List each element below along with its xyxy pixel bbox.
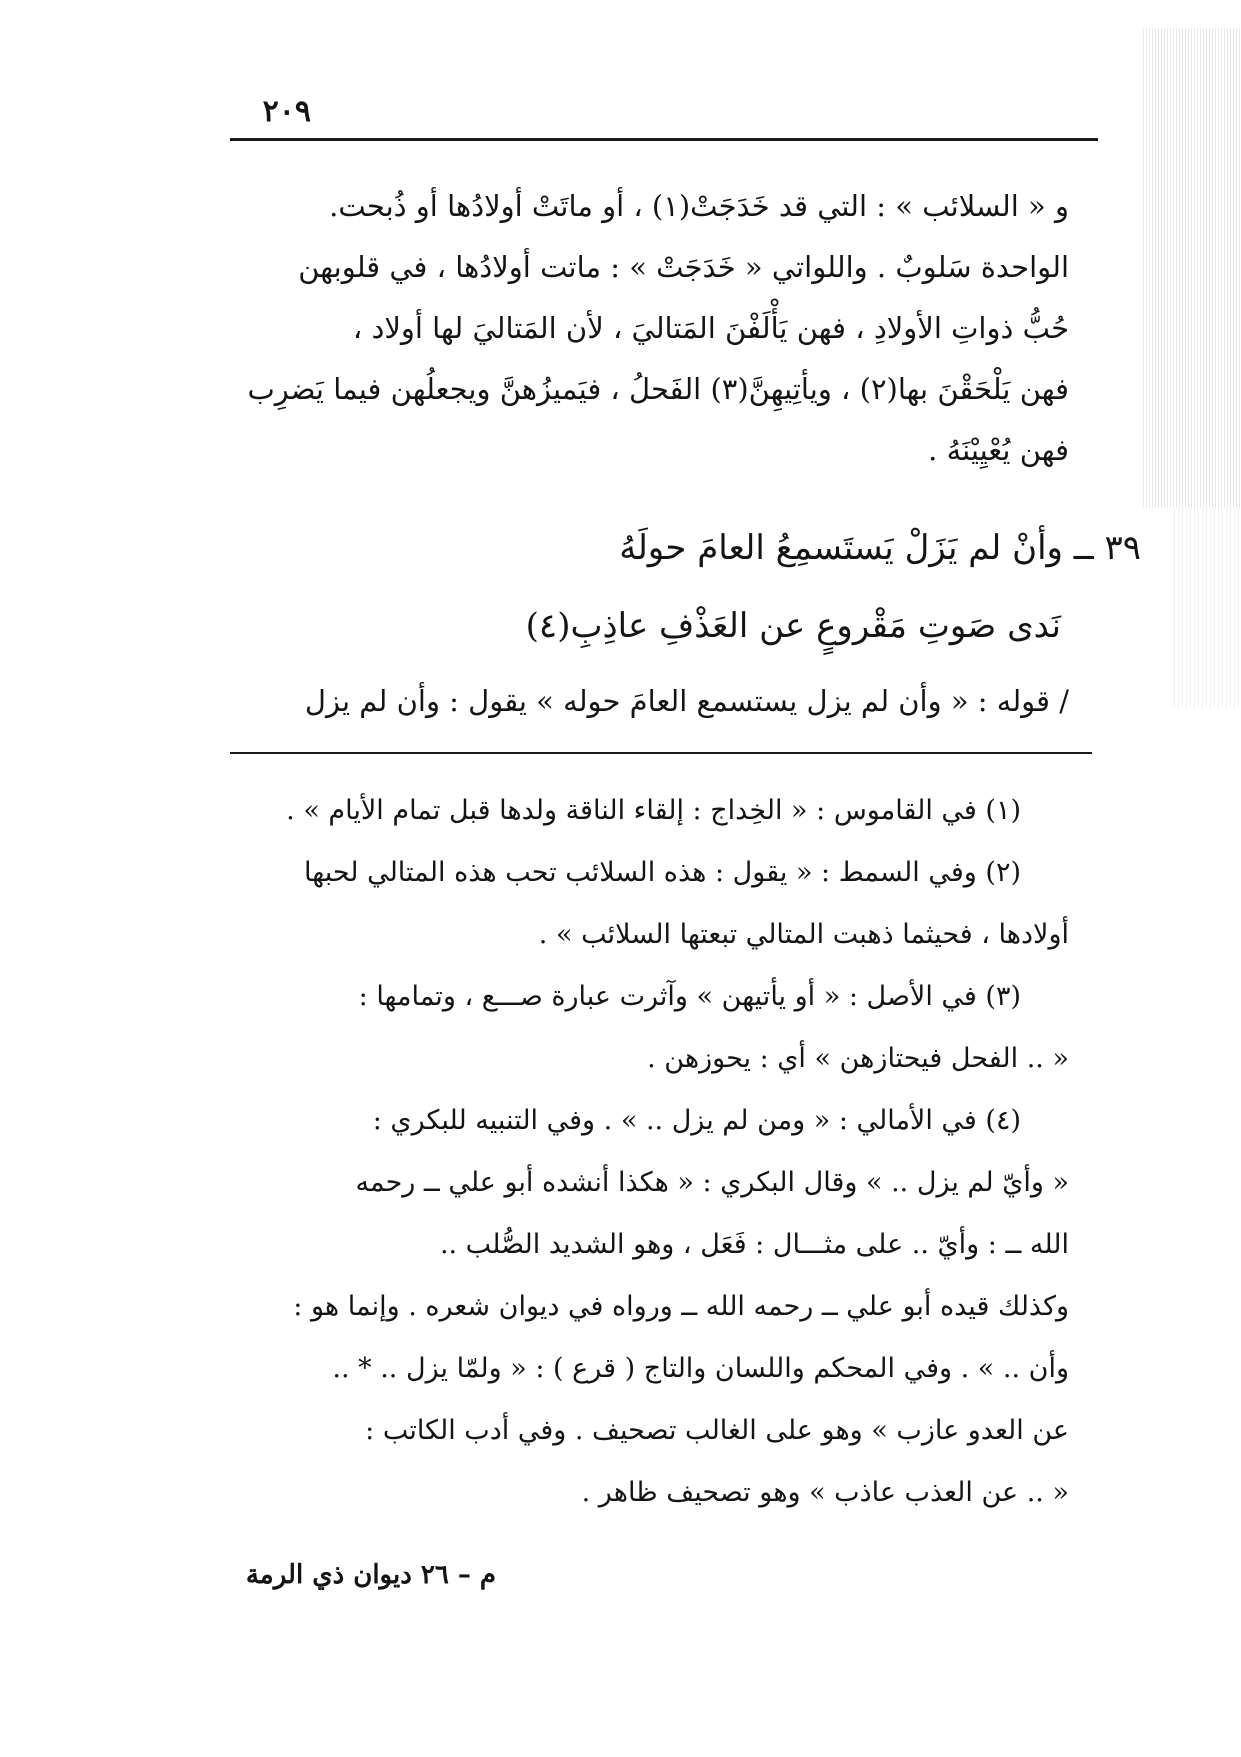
footnote-line: وأن .. » . وفي المحكم واللسان والتاج ( قرع ) : « ولمّا يزل .. * ..	[332, 1353, 1069, 1384]
footnote-line: (١) في القاموس : « الخِداج : إلقاء الناقة ولدها قبل تمام الأيام » .	[286, 795, 1021, 826]
main-text-line: فهن يَلْحَقْنَ بها(٢) ، ويأتِيهِنَّ(٣) الفَحلُ ، فيَميزُهنَّ ويجعلُهن فيما يَضرِب	[247, 372, 1069, 406]
main-text-line: حُبُّ ذواتِ الأولادِ ، فهن يَأْلَفْنَ المَتاليَ ، لأن المَتاليَ لها أولاد ،	[352, 311, 1069, 345]
verse-hemistich-first: ٣٩ ــ وأنْ لم يَزَلْ يَستَسمِعُ العامَ حولَهُ	[619, 528, 1141, 568]
footnote-line: الله ــ : وأيّ .. على مثـــال : فَعَل ، وهو الشديد الصُّلب ..	[439, 1229, 1069, 1260]
footnote-line: « .. عن العذب عاذب » وهو تصحيف ظاهر .	[581, 1477, 1069, 1508]
scan-edge-shading-lower	[1171, 508, 1241, 708]
verse-hemistich-second: نَدى صَوتِ مَقْروعٍ عن العَذْفِ عاذِبِ(٤)	[525, 606, 1061, 646]
scan-edge-shading	[1141, 28, 1241, 508]
footnotes	[239, 780, 1069, 1524]
footnote-line: أولادها ، فحيثما ذهبت المتالي تبعتها السلائب » .	[538, 919, 1069, 950]
footnote-line: « وأيّ لم يزل .. » وقال البكري : « هكذا أنشده أبو علي ــ رحمه	[355, 1167, 1069, 1198]
header-rule	[230, 138, 1098, 141]
footnote-line: عن العدو عازب » وهو على الغالب تصحيف . وفي أدب الكاتب :	[365, 1415, 1069, 1446]
main-text-line: الواحدة سَلوبٌ . واللواتي « خَدَجَتْ » : ماتت أولادُها ، في قلوبهن	[298, 250, 1069, 284]
commentary-line: / قوله : « وأن لم يزل يستسمع العامَ حوله » يقول : وأن لم يزل	[304, 684, 1069, 718]
signature-mark: م – ٢٦ ديوان ذي الرمة	[245, 1560, 496, 1590]
footnote-line: « .. الفحل فيحتازهن » أي : يحوزهن .	[647, 1043, 1069, 1074]
page-number: ٢٠٩	[262, 94, 311, 129]
footnote-line: وكذلك قيده أبو علي ــ رحمه الله ــ ورواه في ديوان شعره . وإنما هو :	[293, 1291, 1069, 1322]
main-text-line: و « السلائب » : التي قد خَدَجَتْ(١) ، أو ماتَتْ أولادُها أو ذُبحت.	[329, 189, 1069, 223]
footnote-line: (٣) في الأصل : « أو يأتيهن » وآثرت عبارة صـــع ، وتمامها :	[358, 981, 1021, 1012]
footnote-line: (٤) في الأمالي : « ومن لم يزل .. » . وفي التنبيه للبكري :	[372, 1105, 1021, 1136]
footnote-separator	[230, 752, 1092, 754]
footnote-line: (٢) وفي السمط : « يقول : هذه السلائب تحب هذه المتالي لحبها	[304, 857, 1021, 888]
main-text	[239, 176, 1069, 481]
main-text-line: فهن يُعْيِيْنَهُ .	[928, 433, 1069, 467]
